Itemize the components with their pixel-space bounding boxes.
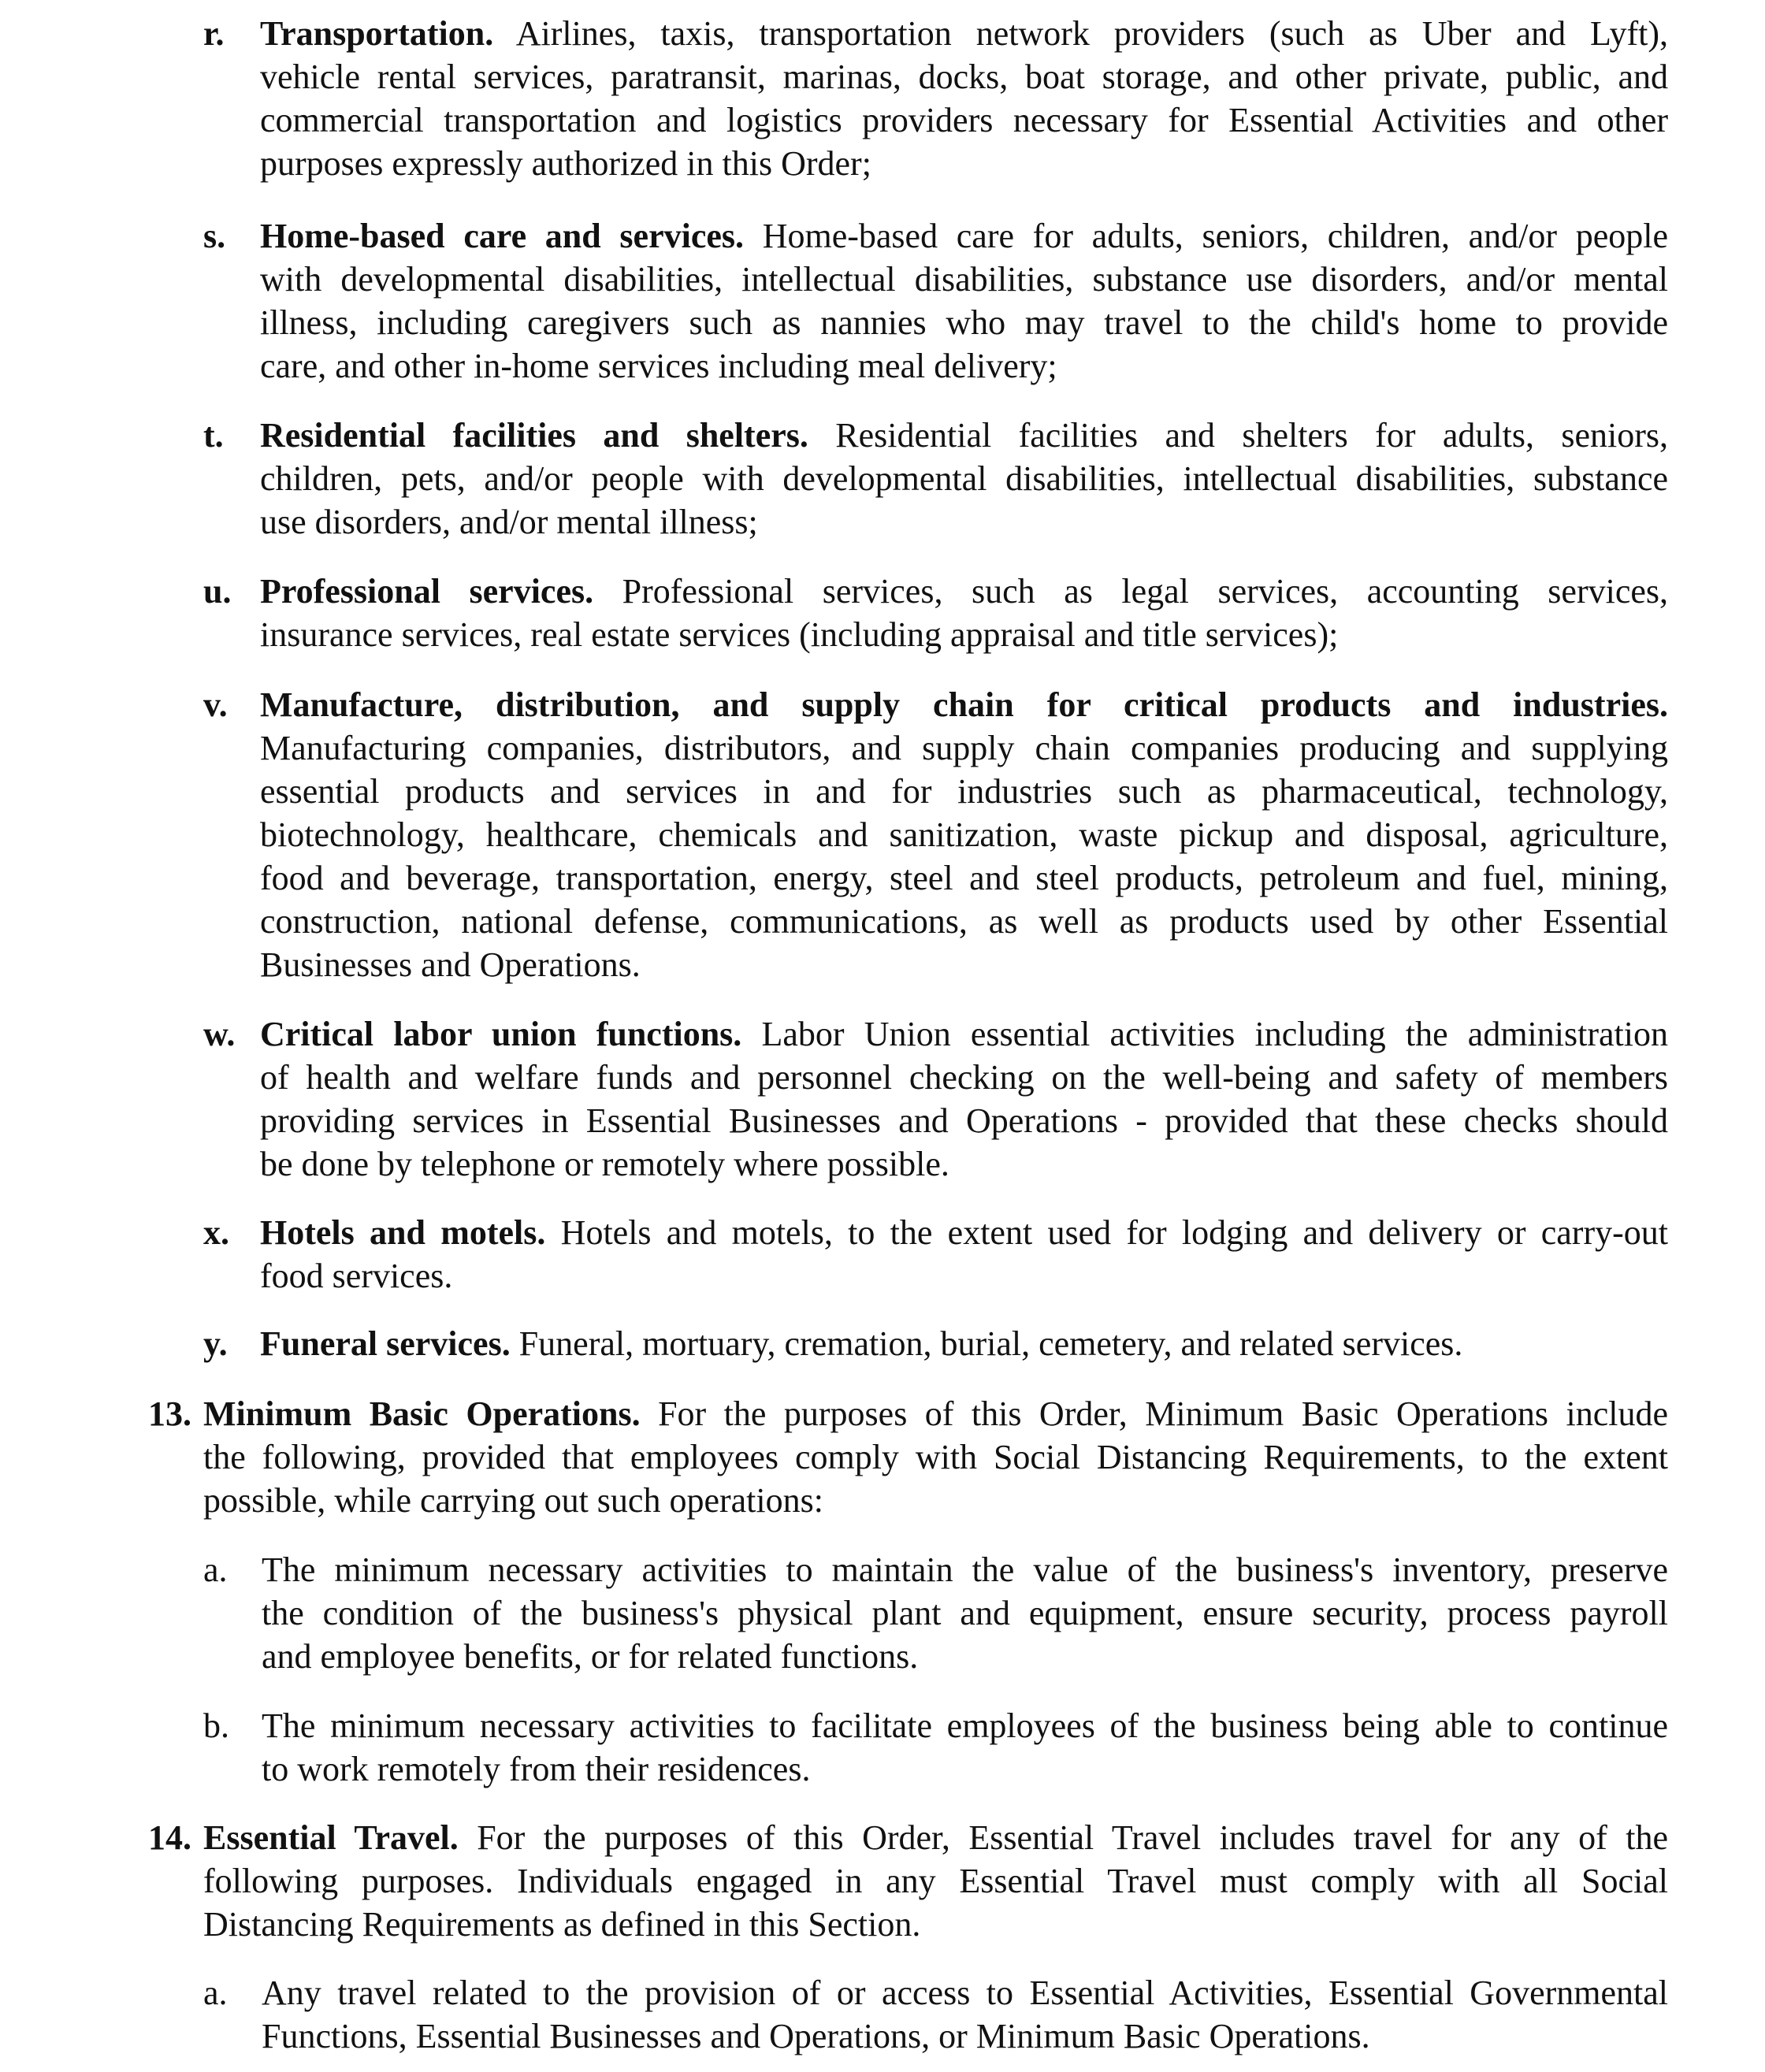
item-body [260,214,1668,388]
item-heading: Critical labor union functions. [260,1015,742,1053]
item-text: vehicle rental services, paratransit, marinas, docks, boat storage, and other private, public, and [260,58,1668,96]
item-text: essential products and services in and for industries such as pharmaceutical, technology, [260,772,1668,811]
subitem-body [262,1971,1668,2058]
subitem-text: Functions, Essential Businesses and Operations, or Minimum Basic Operations. [262,2017,1370,2055]
item-body [260,1211,1668,1298]
subitem-text: the condition of the business's physical plant and equipment, ensure security, process payroll [262,1594,1668,1632]
subitem-label: a. [203,1550,228,1589]
item-text: be done by telephone or remotely where possible. [260,1145,949,1183]
item-text: biotechnology, healthcare, chemicals and sanitization, waste pickup and disposal, agriculture, [260,815,1668,854]
item-text: food services. [260,1257,453,1295]
item-text: Home-based care for adults, seniors, children, and/or people [744,217,1668,255]
subitem-text: The minimum necessary activities to facilitate employees of the business being able to continue [262,1706,1668,1745]
item-text: illness, including caregivers such as nannies who may travel to the child's home to provide [260,303,1668,342]
section-body [203,1816,1668,1946]
item-heading: Professional services. [260,572,594,611]
section-number: 14. [148,1818,191,1857]
subitem-text: The minimum necessary activities to maintain the value of the business's inventory, preserve [262,1550,1668,1589]
section-heading: Minimum Basic Operations. [203,1394,641,1433]
item-label: s. [203,217,226,255]
item-label: v. [203,685,228,724]
item-text: Residential facilities and shelters for adults, seniors, [808,416,1669,455]
item-text: commercial transportation and logistics providers necessary for Essential Activities and other [260,101,1668,139]
item-heading: Hotels and motels. [260,1213,546,1252]
item-label: r. [203,14,225,53]
subitem-label: b. [203,1706,229,1745]
item-text: providing services in Essential Businesses and Operations - provided that these checks should [260,1101,1668,1140]
item-label: t. [203,416,224,455]
item-text: children, pets, and/or people with developmental disabilities, intellectual disabilities, substance [260,459,1668,498]
item-text: insurance services, real estate services (including appraisal and title services); [260,615,1339,654]
item-label: y. [203,1324,228,1363]
item-heading: Funeral services. [260,1324,511,1363]
section-text: For the purposes of this Order, Minimum Basic Operations include [640,1394,1668,1433]
item-text: Labor Union essential activities including the administration [741,1015,1668,1053]
subitem-text: and employee benefits, or for related functions. [262,1637,919,1676]
subitem-text: to work remotely from their residences. [262,1750,811,1788]
section-text: Distancing Requirements as defined in this Section. [203,1905,921,1944]
section-text: possible, while carrying out such operations: [203,1481,823,1520]
section-heading: Essential Travel. [203,1818,459,1857]
item-body [260,1322,1668,1365]
item-text: with developmental disabilities, intellectual disabilities, substance use disorders, and/or mental [260,260,1668,299]
item-label: u. [203,572,232,611]
item-body [260,1012,1668,1186]
item-heading: Manufacture, distribution, and supply chain for critical products and industries. [260,685,1668,724]
subitem-text: Any travel related to the provision of or access to Essential Activities, Essential Governmental [262,1974,1668,2012]
section-text: For the purposes of this Order, Essential Travel includes travel for any of the [458,1818,1669,1857]
item-text: Manufacturing companies, distributors, and supply chain companies producing and supplying [260,729,1668,767]
item-body [260,12,1668,185]
item-text: food and beverage, transportation, energy, steel and steel products, petroleum and fuel, mining, [260,859,1668,897]
item-text: Funeral, mortuary, cremation, burial, cemetery, and related services. [510,1324,1463,1363]
section-number: 13. [148,1394,191,1433]
item-text: Hotels and motels, to the extent used for lodging and delivery or carry-out [545,1213,1668,1252]
item-text: Professional services, such as legal services, accounting services, [593,572,1669,611]
section-text: following purposes. Individuals engaged in any Essential Travel must comply with all Social [203,1862,1668,1900]
item-heading: Transportation. [260,14,494,53]
item-text: care, and other in-home services including meal delivery; [260,347,1057,385]
subitem-label: a. [203,1974,228,2012]
section-text: the following, provided that employees comply with Social Distancing Requirements, to the extent [203,1438,1668,1476]
item-label: x. [203,1213,229,1252]
item-text: Businesses and Operations. [260,945,641,984]
item-text: of health and welfare funds and personnel checking on the well-being and safety of members [260,1058,1668,1097]
subitem-body [262,1548,1668,1678]
section-body [203,1392,1668,1522]
item-body [260,570,1668,656]
subitem-body [262,1704,1668,1791]
item-text: construction, national defense, communications, as well as products used by other Essential [260,902,1668,941]
item-heading: Residential facilities and shelters. [260,416,808,455]
item-text: Airlines, taxis, transportation network providers (such as Uber and Lyft), [493,14,1668,53]
item-text: use disorders, and/or mental illness; [260,503,758,541]
item-label: w. [203,1015,236,1053]
item-body [260,683,1668,986]
item-body [260,414,1668,544]
item-text: purposes expressly authorized in this Order; [260,144,871,183]
item-heading: Home-based care and services. [260,217,745,255]
